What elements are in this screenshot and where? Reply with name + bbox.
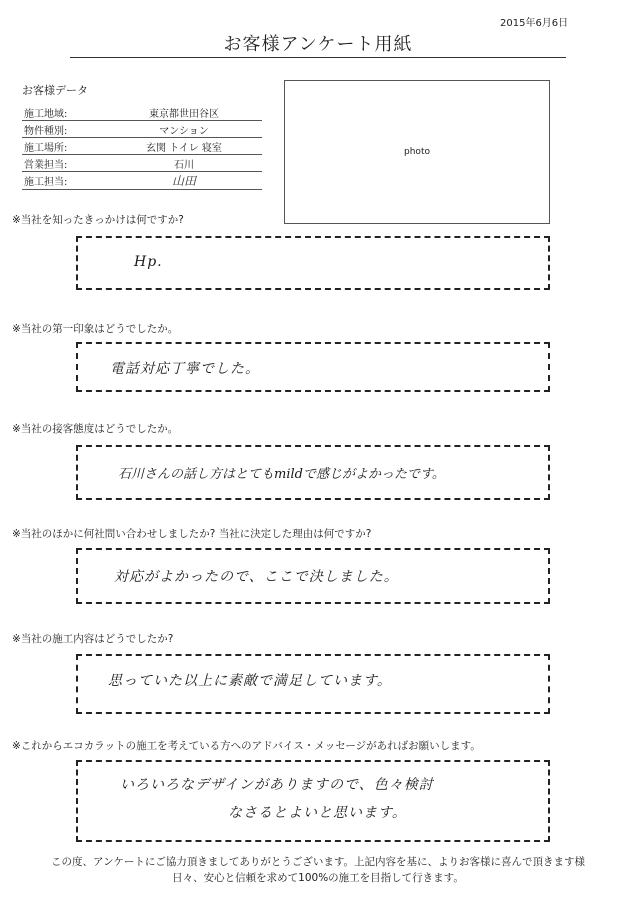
question-6: ※これからエコカラットの施工を考えている方へのアドバイス・メッセージがあればお願いします。 bbox=[12, 740, 481, 752]
field-label: 施工担当: bbox=[22, 172, 104, 190]
customer-data-heading: お客様データ bbox=[22, 84, 88, 97]
customer-row-location bbox=[22, 138, 262, 155]
field-label: 施工場所: bbox=[22, 138, 104, 155]
customer-row-installer bbox=[22, 172, 262, 190]
answer-text-2: 電話対応丁寧でした。 bbox=[110, 361, 260, 377]
answer-text-5: 思っていた以上に素敵で満足しています。 bbox=[108, 673, 392, 689]
photo-label: photo bbox=[404, 147, 430, 157]
answer-text-1: Hp. bbox=[134, 254, 163, 270]
field-value: 玄関 トイレ 寝室 bbox=[104, 138, 262, 155]
answer-text-3: 石川さんの話し方はとてもmildで感じがよかったです。 bbox=[118, 467, 445, 482]
answer-text-6-line1: いろいろなデザインがありますので、色々検討 bbox=[120, 777, 434, 793]
question-1: ※当社を知ったきっかけは何ですか? bbox=[12, 214, 184, 226]
photo-box bbox=[284, 80, 550, 224]
question-2: ※当社の第一印象はどうでしたか。 bbox=[12, 323, 179, 335]
customer-row-sales bbox=[22, 155, 262, 172]
field-value: 石川 bbox=[104, 155, 262, 172]
field-label: 施工地域: bbox=[22, 104, 104, 121]
customer-row-area bbox=[22, 104, 262, 121]
answer-box-3 bbox=[76, 445, 550, 500]
field-value-handwritten: 山田 bbox=[104, 172, 262, 190]
answer-box-2 bbox=[76, 342, 550, 392]
field-label: 物件種別: bbox=[22, 121, 104, 138]
footer-line-1: この度、アンケートにご協力頂きましてありがとうございます。上記内容を基に、よりお客様に喜んで頂きます様 bbox=[50, 856, 586, 868]
answer-box-5 bbox=[76, 654, 550, 714]
answer-box-6 bbox=[76, 760, 550, 842]
field-value: 東京都世田谷区 bbox=[104, 104, 262, 121]
survey-date: 2015年6月6日 bbox=[500, 18, 569, 29]
page-title: お客様アンケート用紙 bbox=[223, 34, 413, 55]
question-5: ※当社の施工内容はどうでしたか? bbox=[12, 633, 174, 645]
field-value: マンション bbox=[104, 121, 262, 138]
question-4: ※当社のほかに何社問い合わせしましたか? 当社に決定した理由は何ですか? bbox=[12, 528, 372, 540]
title-underline bbox=[70, 57, 566, 58]
field-label: 営業担当: bbox=[22, 155, 104, 172]
footer-line-2: 日々、安心と信頼を求めて100%の施工を目指して行きます。 bbox=[172, 872, 464, 884]
customer-data-table bbox=[22, 104, 262, 190]
answer-box-1 bbox=[76, 236, 550, 290]
answer-box-4 bbox=[76, 548, 550, 604]
answer-text-6-line2: なさるとよいと思います。 bbox=[228, 805, 407, 821]
question-3: ※当社の接客態度はどうでしたか。 bbox=[12, 423, 179, 435]
answer-text-4: 対応がよかったので、ここで決しました。 bbox=[114, 569, 399, 585]
customer-row-property-type bbox=[22, 121, 262, 138]
